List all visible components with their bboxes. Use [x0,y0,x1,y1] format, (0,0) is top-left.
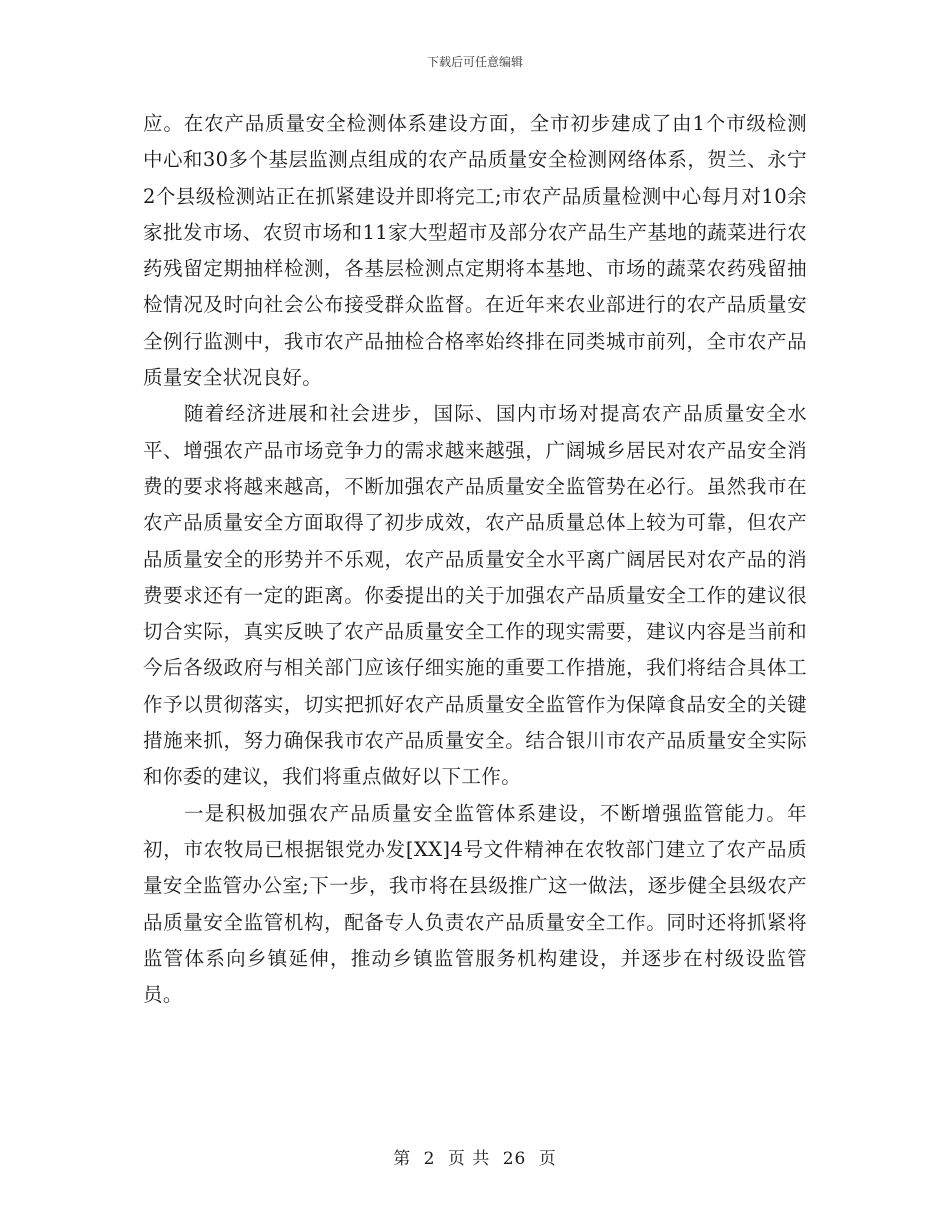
paragraph-1: 应。在农产品质量安全检测体系建设方面，全市初步建成了由1个市级检测中心和30多个基层监测点组成的农产品质量安全检测网络体系，贺兰、永宁2个县级检测站正在抓紧建设并即将完工;市农产品质量检测中心每月对10余家批发市场、农贸市场和11家大型超市及部分农产品生产基地的蔬菜进行农药残留定期抽样检测，各基层检测点定期将本基地、市场的蔬菜农药残留抽检情况及时向社会公布接受群众监督。在近年来农业部进行的农产品质量安全例行监测中，我市农产品抽检合格率始终排在同类城市前列，全市农产品质量安全状况良好。 [143,112,807,390]
paragraph-2: 随着经济进展和社会进步，国际、国内市场对提高农产品质量安全水平、增强农产品市场竞争力的需求越来越强，广阔城乡居民对农产品安全消费的要求将越来越高，不断加强农产品质量安全监管势在必行。虽然我市在农产品质量安全方面取得了初步成效，农产品质量总体上较为可靠，但农产品质量安全的形势并不乐观，农产品质量安全水平离广阔居民对农产品的消费要求还有一定的距离。你委提出的关于加强农产品质量安全工作的建议很切合实际，真实反映了农产品质量安全工作的现实需要，建议内容是当前和今后各级政府与相关部门应该仔细实施的重要工作措施，我们将结合具体工作予以贯彻落实，切实把抓好农产品质量安全监管作为保障食品安全的关键措施来抓，努力确保我市农产品质量安全。结合银川市农产品质量安全实际和你委的建议，我们将重点做好以下工作。 [143,402,807,789]
document-body [143,106,807,1013]
page-footer [0,1148,950,1170]
footer-suffix: 页 [538,1149,557,1169]
paragraph-3: 一是积极加强农产品质量安全监管体系建设，不断增强监管能力。年初，市农牧局已根据银党办发[XX]4号文件精神在农牧部门建立了农产品质量安全监管办公室;下一步，我市将在县级推广这一做法，逐步健全县级农产品质量安全监管机构，配备专人负责农产品质量安全工作。同时还将抓紧将监管体系向乡镇延伸，推动乡镇监管服务机构建设，并逐步在村级设监管员。 [143,801,807,1007]
footer-prefix: 第 [393,1149,412,1169]
total-page-count: 26 [502,1149,527,1169]
current-page-number: 2 [423,1149,436,1169]
page-header: 下载后可任意编辑 [426,55,523,69]
footer-middle: 页 共 [447,1149,491,1169]
